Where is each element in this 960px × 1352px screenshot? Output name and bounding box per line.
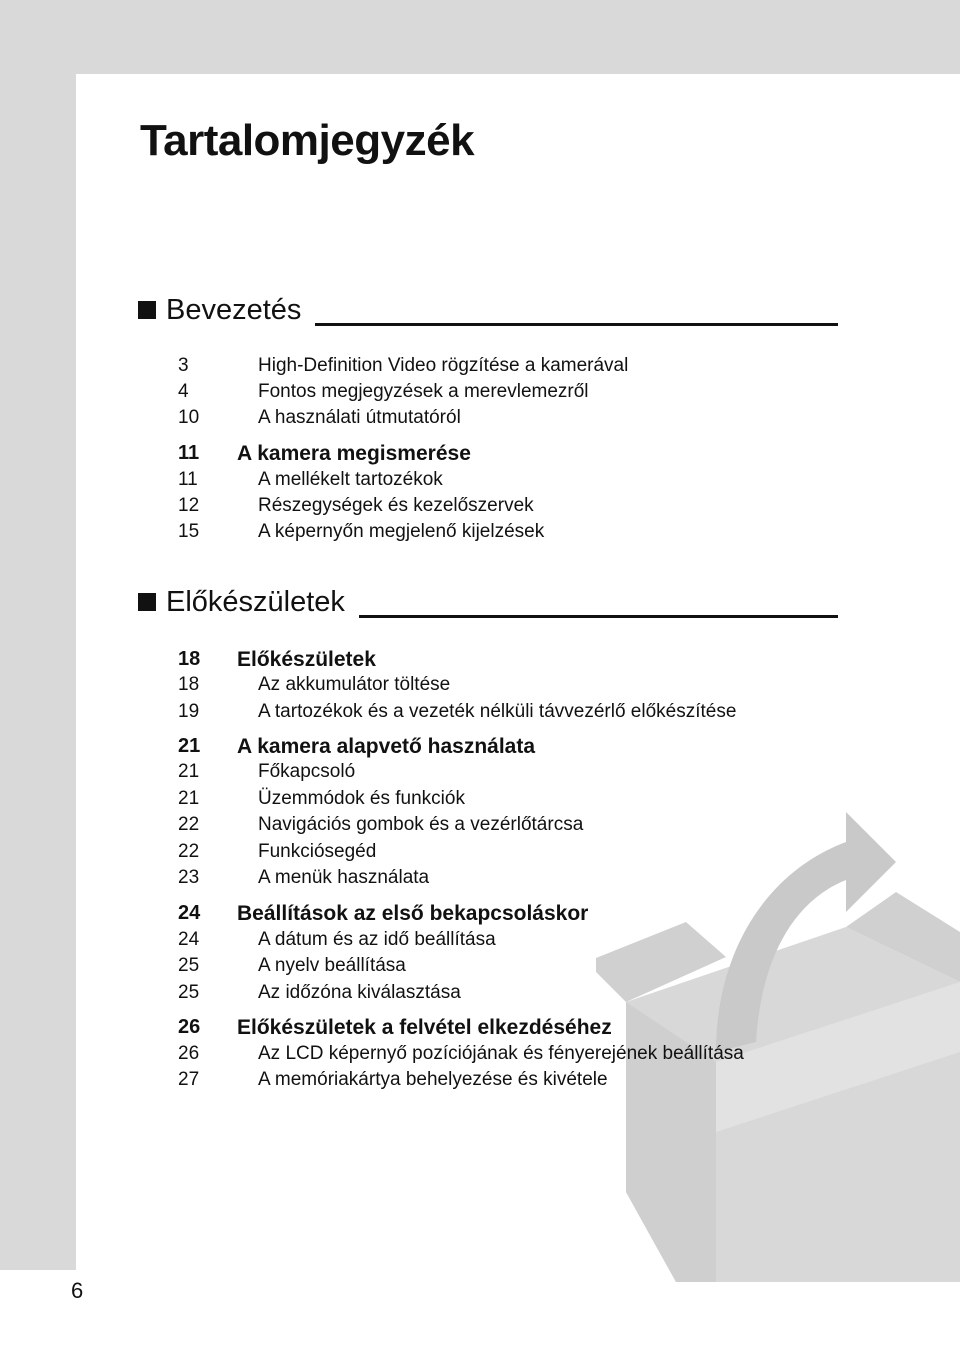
toc-entry-title: Az időzóna kiválasztása [258, 982, 461, 1003]
toc-entry[interactable] [0, 1043, 884, 1069]
section-rule [359, 615, 838, 618]
toc-entry[interactable] [0, 841, 884, 867]
toc-entry[interactable] [0, 407, 884, 433]
toc-entry-title: A mellékelt tartozékok [258, 469, 443, 490]
toc-chapter-entry[interactable] [0, 1016, 884, 1042]
toc-page-number: 11 [178, 469, 198, 490]
toc-chapter-entry[interactable] [0, 902, 884, 928]
toc-entry[interactable] [0, 381, 884, 407]
toc-page-number: 4 [178, 381, 189, 402]
toc-page-number: 25 [178, 955, 200, 976]
toc-page-number: 24 [178, 902, 201, 924]
toc-entry[interactable] [0, 929, 884, 955]
toc-entry[interactable] [0, 814, 884, 840]
toc-entry-title: A tartozékok és a vezeték nélküli távvezérlő előkészítése [258, 701, 737, 722]
toc-entry[interactable] [0, 469, 884, 495]
square-bullet-icon [138, 301, 156, 319]
toc-chapter-title: Beállítások az első bekapcsoláskor [237, 902, 589, 925]
toc-page-number: 11 [178, 442, 200, 464]
toc-page-number: 25 [178, 982, 200, 1003]
toc-page-number: 23 [178, 867, 200, 888]
toc-page-number: 18 [178, 674, 200, 695]
toc-entry-title: A dátum és az idő beállítása [258, 929, 496, 950]
toc-entry-title: Funkciósegéd [258, 841, 377, 862]
toc-page-number: 21 [178, 761, 200, 782]
toc-entry[interactable] [0, 355, 884, 381]
toc-page-number: 22 [178, 814, 200, 835]
toc-page-number: 3 [178, 355, 189, 376]
toc-entry[interactable] [0, 1069, 884, 1095]
toc-page-number: 21 [178, 788, 200, 809]
toc-page-number: 26 [178, 1043, 200, 1064]
toc-page-number: 12 [178, 495, 200, 516]
toc-entry[interactable] [0, 761, 884, 787]
toc-entry-title: Navigációs gombok és a vezérlőtárcsa [258, 814, 584, 835]
toc-chapter-title: Előkészületek [237, 648, 376, 671]
page-title: Tartalomjegyzék [140, 116, 475, 165]
toc-chapter-entry[interactable] [0, 442, 884, 468]
toc-page-number: 15 [178, 521, 200, 542]
toc-chapter-entry[interactable] [0, 735, 884, 761]
toc-page-number: 10 [178, 407, 200, 428]
toc-entry[interactable] [0, 674, 884, 700]
page-number: 6 [71, 1278, 84, 1303]
toc-entry[interactable] [0, 788, 884, 814]
toc-chapter-entry[interactable] [0, 648, 884, 674]
toc-entry[interactable] [0, 867, 884, 893]
toc-entry-title: A képernyőn megjelenő kijelzések [258, 521, 545, 542]
toc-page-number: 24 [178, 929, 200, 950]
toc-page-number: 27 [178, 1069, 200, 1090]
toc-entry-title: A használati útmutatóról [258, 407, 461, 428]
toc-entry-title: Az LCD képernyő pozíciójának és fényerejének beállítása [258, 1043, 744, 1064]
toc-entry-title: Részegységek és kezelőszervek [258, 495, 534, 516]
toc-entry[interactable] [0, 495, 884, 521]
toc-entry[interactable] [0, 521, 884, 547]
toc-entry-title: High-Definition Video rögzítése a kamerával [258, 355, 629, 376]
toc-page-number: 26 [178, 1016, 201, 1038]
toc-chapter-title: A kamera alapvető használata [237, 735, 536, 758]
toc-chapter-title: Előkészületek a felvétel elkezdéséhez [237, 1016, 612, 1039]
toc-chapter-title: A kamera megismerése [237, 442, 471, 465]
section-rule [315, 323, 838, 326]
section-heading-text: Előkészületek [166, 585, 345, 618]
toc-page-number: 22 [178, 841, 200, 862]
toc-entry[interactable] [0, 955, 884, 981]
toc-entry-title: Az akkumulátor töltése [258, 674, 451, 695]
section-heading-elokeszuletek [138, 582, 838, 622]
toc-page-number: 21 [178, 735, 201, 757]
square-bullet-icon [138, 593, 156, 611]
toc-entry-title: Üzemmódok és funkciók [258, 788, 465, 809]
toc-entry[interactable] [0, 701, 884, 727]
toc-entry[interactable] [0, 982, 884, 1008]
toc-entry-title: A memóriakártya behelyezése és kivétele [258, 1069, 608, 1090]
toc-entry-title: Fontos megjegyzések a merevlemezről [258, 381, 589, 402]
toc-entry-title: A nyelv beállítása [258, 955, 406, 976]
toc-entry-title: Főkapcsoló [258, 761, 356, 782]
section-heading-text: Bevezetés [166, 293, 302, 326]
page-footer [0, 1270, 960, 1352]
toc-page-number: 19 [178, 701, 200, 722]
section-heading-bevezetes [138, 290, 838, 330]
toc-page-number: 18 [178, 648, 201, 670]
toc-entry-title: A menük használata [258, 867, 430, 888]
